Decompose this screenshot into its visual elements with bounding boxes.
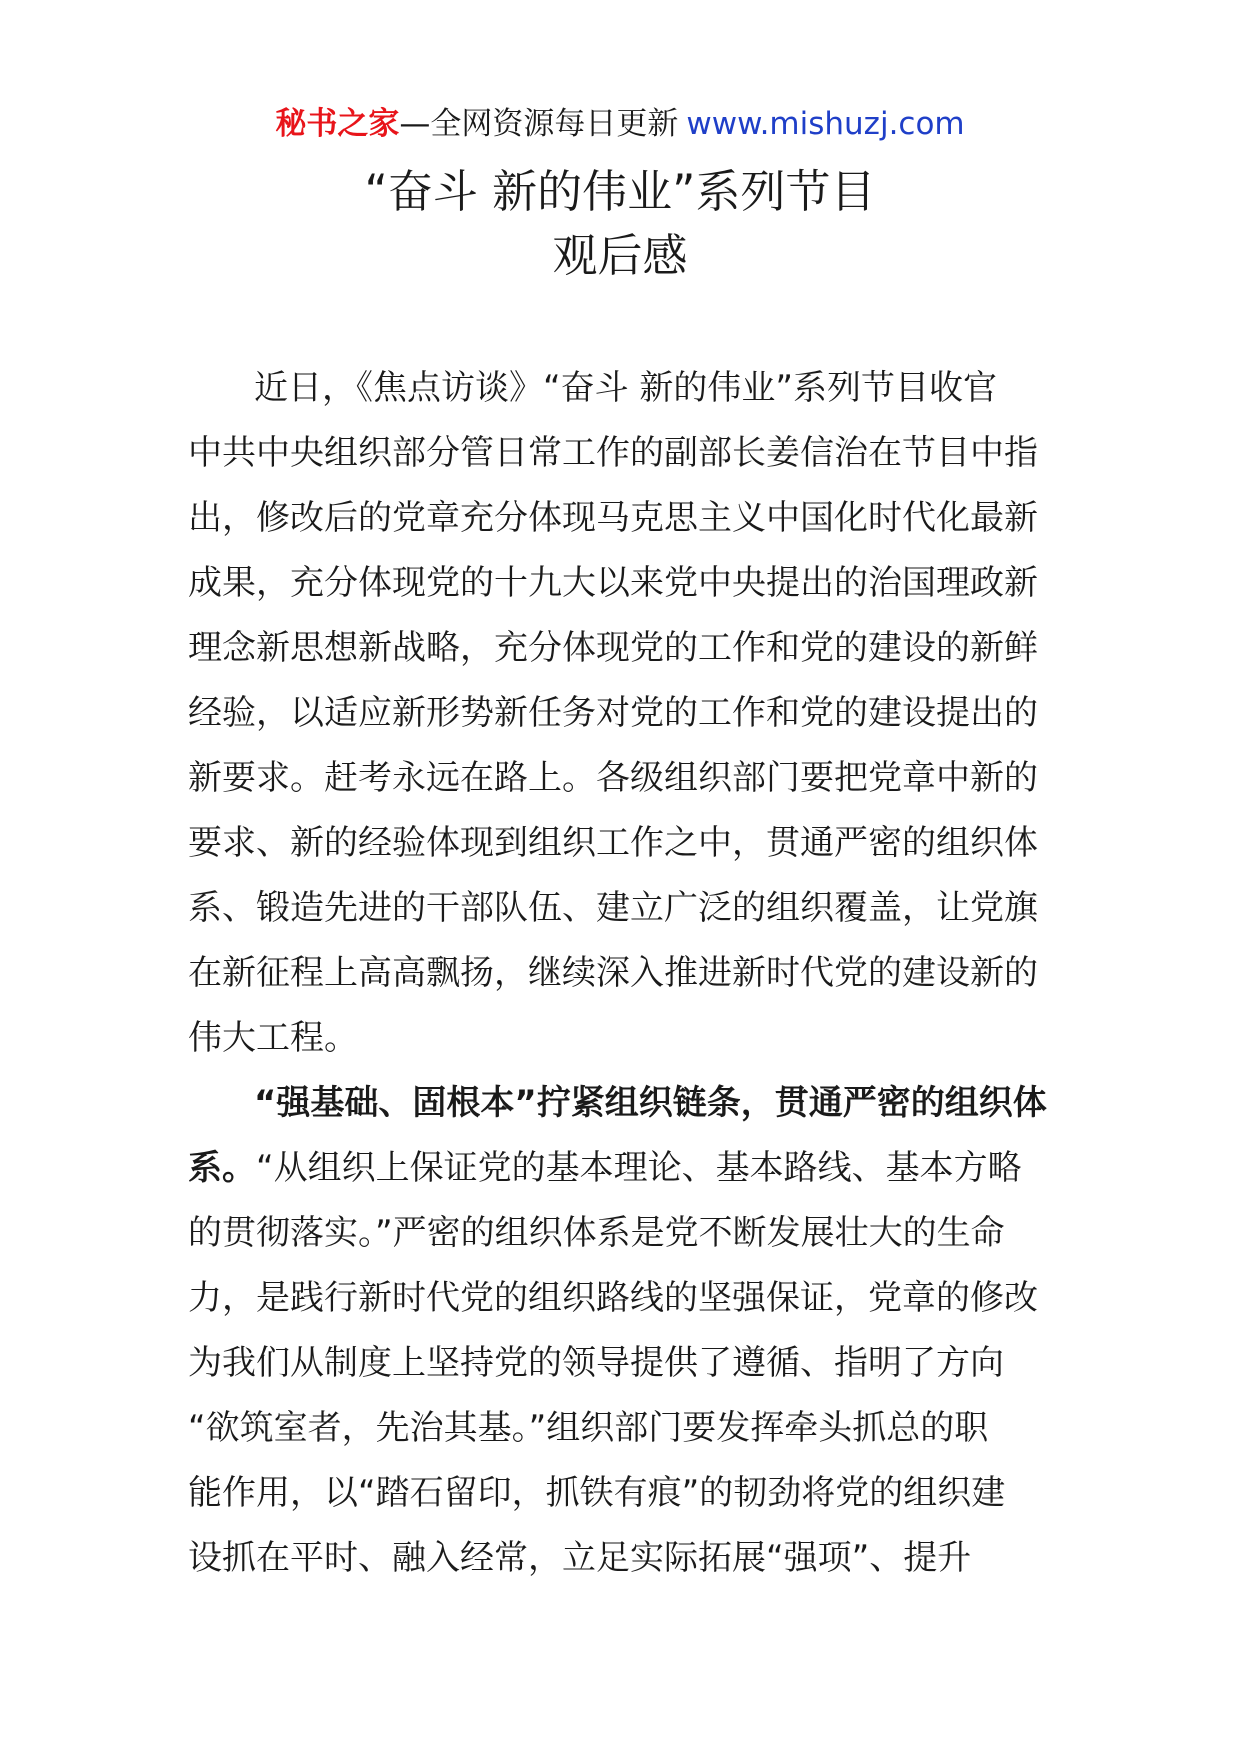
article-body [188, 356, 1052, 1591]
paragraph-line: “欲筑室者，先治其基。”组织部门要发挥牵头抓总的职 [188, 1408, 989, 1448]
site-url-link[interactable]: www.mishuzj.com [686, 106, 965, 142]
section-heading-continued [188, 1136, 1052, 1201]
section-heading-tail: 系。 [188, 1148, 256, 1188]
paragraph-line: 中共中央组织部分管日常工作的副部长姜信治在节目中指 [188, 433, 1038, 473]
paragraph-line: 理念新思想新战略，充分体现党的工作和党的建设的新鲜 [188, 628, 1038, 668]
paragraph-line: 的贯彻落实。”严密的组织体系是党不断发展壮大的生命 [188, 1213, 1005, 1253]
paragraph-line: 能作用，以“踏石留印，抓铁有痕”的韧劲将党的组织建 [188, 1473, 1006, 1513]
site-header [0, 100, 1240, 148]
brand-name: 秘书之家 [275, 106, 400, 142]
paragraph-line: 为我们从制度上坚持党的领导提供了遵循、指明了方向 [188, 1343, 1004, 1383]
paragraph-line: 近日，《焦点访谈》“奋斗 新的伟业”系列节目收官 [254, 368, 998, 408]
paragraph-line: 设抓在平时、融入经常，立足实际拓展“强项”、提升 [188, 1538, 972, 1578]
page-subtitle: 观后感 [552, 229, 688, 282]
paragraph-line: 新要求。赶考永远在路上。各级组织部门要把党章中新的 [188, 758, 1038, 798]
paragraph-line: 系、锻造先进的干部队伍、建立广泛的组织覆盖，让党旗 [188, 888, 1038, 928]
paragraph-line: 在新征程上高高飘扬，继续深入推进新时代党的建设新的 [188, 953, 1038, 993]
paragraph-line: 经验，以适应新形势新任务对党的工作和党的建设提出的 [188, 693, 1038, 733]
site-tagline: —全网资源每日更新 [399, 106, 679, 142]
page-title: “奋斗 新的伟业”系列节目 [364, 165, 876, 218]
paragraph-line: 成果，充分体现党的十九大以来党中央提出的治国理政新 [188, 563, 1038, 603]
paragraph-line: 出，修改后的党章充分体现马克思主义中国化时代化最新 [188, 498, 1038, 538]
section-heading: “强基础、固根本”拧紧组织链条，贯通严密的组织体 [254, 1083, 1047, 1123]
paragraph-line: 要求、新的经验体现到组织工作之中，贯通严密的组织体 [188, 823, 1038, 863]
paragraph-line: 伟大工程。 [188, 1018, 358, 1058]
paragraph-line: “从组织上保证党的基本理论、基本路线、基本方略 [256, 1148, 1022, 1188]
paragraph-line: 力，是践行新时代党的组织路线的坚强保证，党章的修改 [188, 1278, 1038, 1318]
